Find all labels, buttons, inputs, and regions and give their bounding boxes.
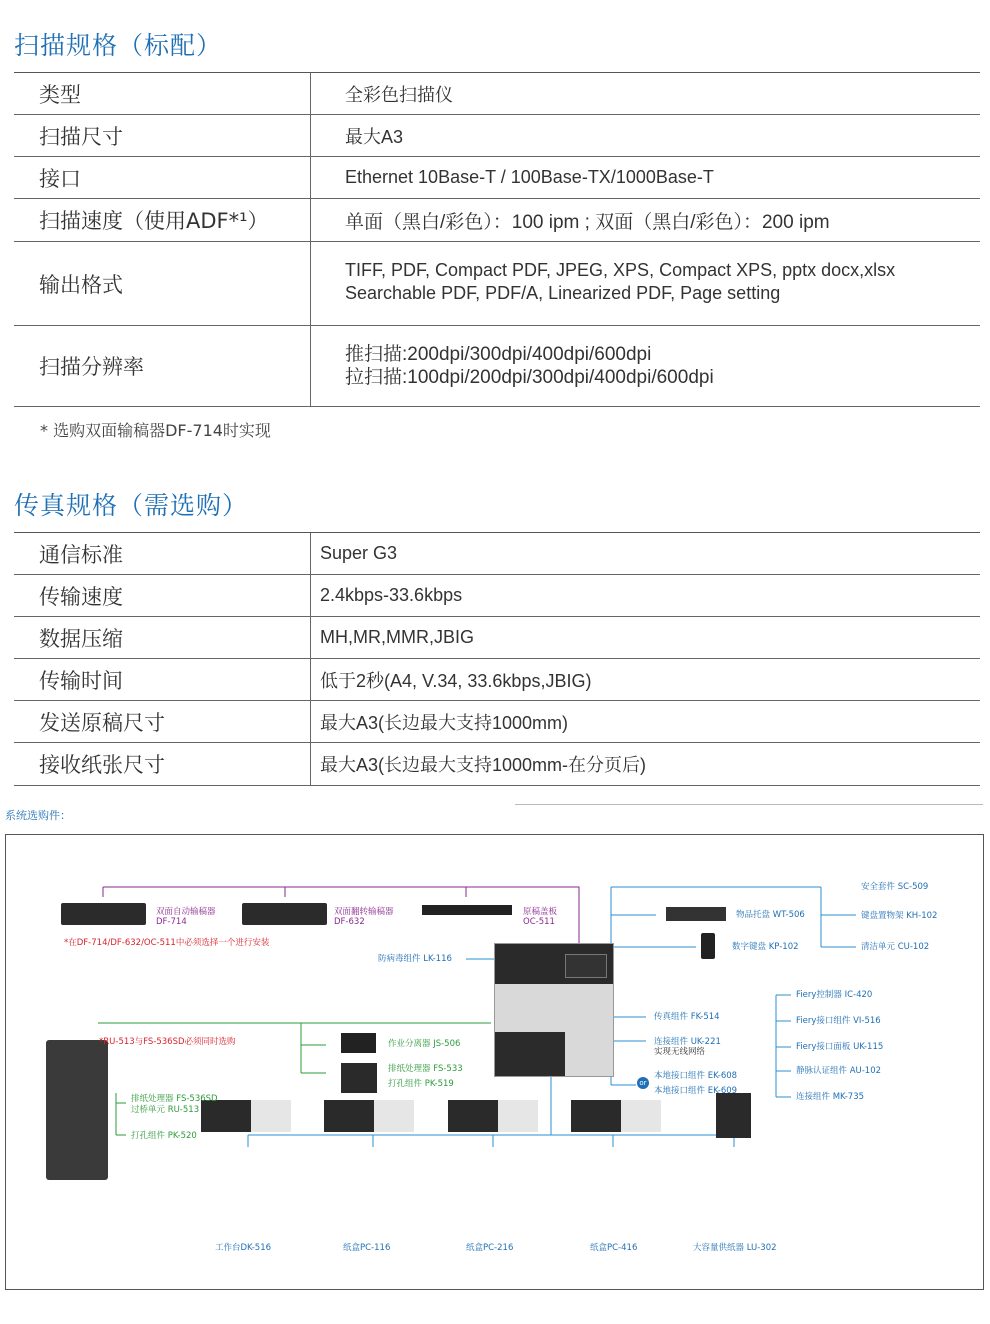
adf-requirement-note: *在DF-714/DF-632/OC-511中必须选择一个进行安装 [64,938,270,948]
spec-key: 扫描速度（使用ADF*¹） [14,199,311,241]
pk520-label: 打孔组件 PK-520 [131,1131,197,1141]
spec-key: 扫描分辨率 [14,326,311,406]
df714-label: 双面自动输稿器 DF-714 [156,907,216,927]
spec-value: 推扫描:200dpi/300dpi/400dpi/600dpi [345,344,652,365]
spec-value: 单面（黑白/彩色）：100 ipm ; 双面（黑白/彩色）：200 ipm [345,211,830,233]
system-options-caption: 系统选购件： [5,809,71,822]
pc216-image [448,1100,538,1132]
pc216-label: 纸盒PC-216 [466,1243,514,1253]
table-row [14,115,980,157]
oc511-label: 原稿盖板 OC-511 [523,907,558,927]
spec-value: Super G3 [320,543,398,563]
dk516-label: 工作台DK-516 [215,1243,272,1253]
spec-key: 输出格式 [14,242,311,325]
wt506-label: 物品托盘 WT-506 [736,910,805,920]
js506-label: 作业分离器 JS-506 [388,1039,461,1049]
kp102-label: 数字键盘 KP-102 [732,942,799,952]
pc116-image [324,1100,414,1132]
spec-key: 类型 [14,73,311,114]
oc511-image [422,905,512,915]
table-row [14,617,980,659]
spec-key: 传输速度 [14,575,311,616]
lk116-label: 防病毒组件 LK-116 [378,954,452,964]
pk519-label: 打孔组件 PK-519 [388,1079,454,1089]
table-row [14,743,980,786]
ru513-label: 过桥单元 RU-513 [131,1105,200,1115]
mk735-label: 连接组件 MK-735 [796,1092,865,1102]
finisher-requirement-note: *RU-513与FS-536SD必须同时选购 [99,1037,236,1047]
spec-value: 2.4kbps-33.6kbps [320,585,463,605]
table-row [14,157,980,199]
spec-key: 数据压缩 [14,617,311,658]
spec-key: 扫描尺寸 [14,115,311,156]
table-row [14,73,980,115]
ic420-label: Fiery控制器 IC-420 [796,990,873,1000]
pc416-image [571,1100,661,1132]
fs533-image [341,1063,377,1093]
spec-value: MH,MR,MMR,JBIG [320,627,474,647]
spec-value: 全彩色扫描仪 [345,84,453,105]
spec-value: 拉扫描:100dpi/200dpi/300dpi/400dpi/600dpi [345,367,714,388]
lu302-label: 大容量供纸器 LU-302 [693,1243,777,1253]
fax-spec-title: 传真规格（需选购） [14,491,249,520]
table-row [14,659,980,701]
spec-value: 最大A3(长边最大支持1000mm) [320,712,569,733]
uk221-label: 连接组件 UK-221 实现无线网络 [654,1037,721,1057]
table-row [14,701,980,743]
divider [515,804,983,805]
df632-label: 双面翻转输稿器 DF-632 [334,907,394,927]
df632-image [242,903,327,925]
fk514-label: 传真组件 FK-514 [654,1012,720,1022]
pc416-label: 纸盒PC-416 [590,1243,638,1253]
spec-value: Searchable PDF, PDF/A, Linearized PDF, Page setting [345,283,781,303]
scan-spec-table [14,72,980,407]
fs536sd-label: 排纸处理器 FS-536SD [131,1094,218,1104]
sc509-label: 安全套件 SC-509 [861,882,929,892]
fs533-label: 排纸处理器 FS-533 [388,1064,463,1074]
ek609-label: 本地接口组件 EK-609 [654,1086,738,1096]
table-row [14,242,980,326]
table-row [14,326,980,407]
cu102-label: 清洁单元 CU-102 [861,942,930,952]
table-row [14,199,980,242]
spec-key: 传输时间 [14,659,311,700]
spec-key: 通信标准 [14,533,311,574]
spec-key: 接口 [14,157,311,198]
spec-value: Ethernet 10Base-T / 100Base-TX/1000Base-T [345,167,714,187]
uk115-label: Fiery接口面板 UK-115 [796,1042,884,1052]
pc116-label: 纸盒PC-116 [343,1243,391,1253]
table-row [14,575,980,617]
system-options-diagram [5,834,984,1290]
spec-value: 最大A3(长边最大支持1000mm-在分页后) [320,755,647,775]
scan-spec-title: 扫描规格（标配） [14,31,223,60]
spec-value: 最大A3 [345,126,404,147]
ek608-label: 本地接口组件 EK-608 [654,1071,738,1081]
vi516-label: Fiery接口组件 VI-516 [796,1016,881,1026]
mfp-main-unit-image [494,943,614,1077]
au102-label: 静脉认证组件 AU-102 [796,1066,882,1076]
scan-footnote: * 选购双面输稿器DF-714时实现 [40,421,271,440]
spec-key: 接收纸张尺寸 [14,743,311,785]
spec-value: 低于2秒(A4, V.34, 33.6kbps,JBIG) [320,670,592,691]
df714-image [61,903,146,925]
or-badge: or [637,1077,649,1089]
wt506-image [666,907,726,921]
spec-value: TIFF, PDF, Compact PDF, JPEG, XPS, Compact XPS, pptx docx,xlsx [345,260,896,280]
js506-image [341,1033,376,1053]
kp102-image [701,933,715,959]
dk516-image [201,1100,291,1132]
fs536sd-image [46,1040,108,1180]
fax-spec-table [14,532,980,786]
kh102-label: 键盘置物架 KH-102 [861,911,938,921]
lu302-image [716,1093,751,1138]
spec-key: 发送原稿尺寸 [14,701,311,742]
table-row [14,533,980,575]
